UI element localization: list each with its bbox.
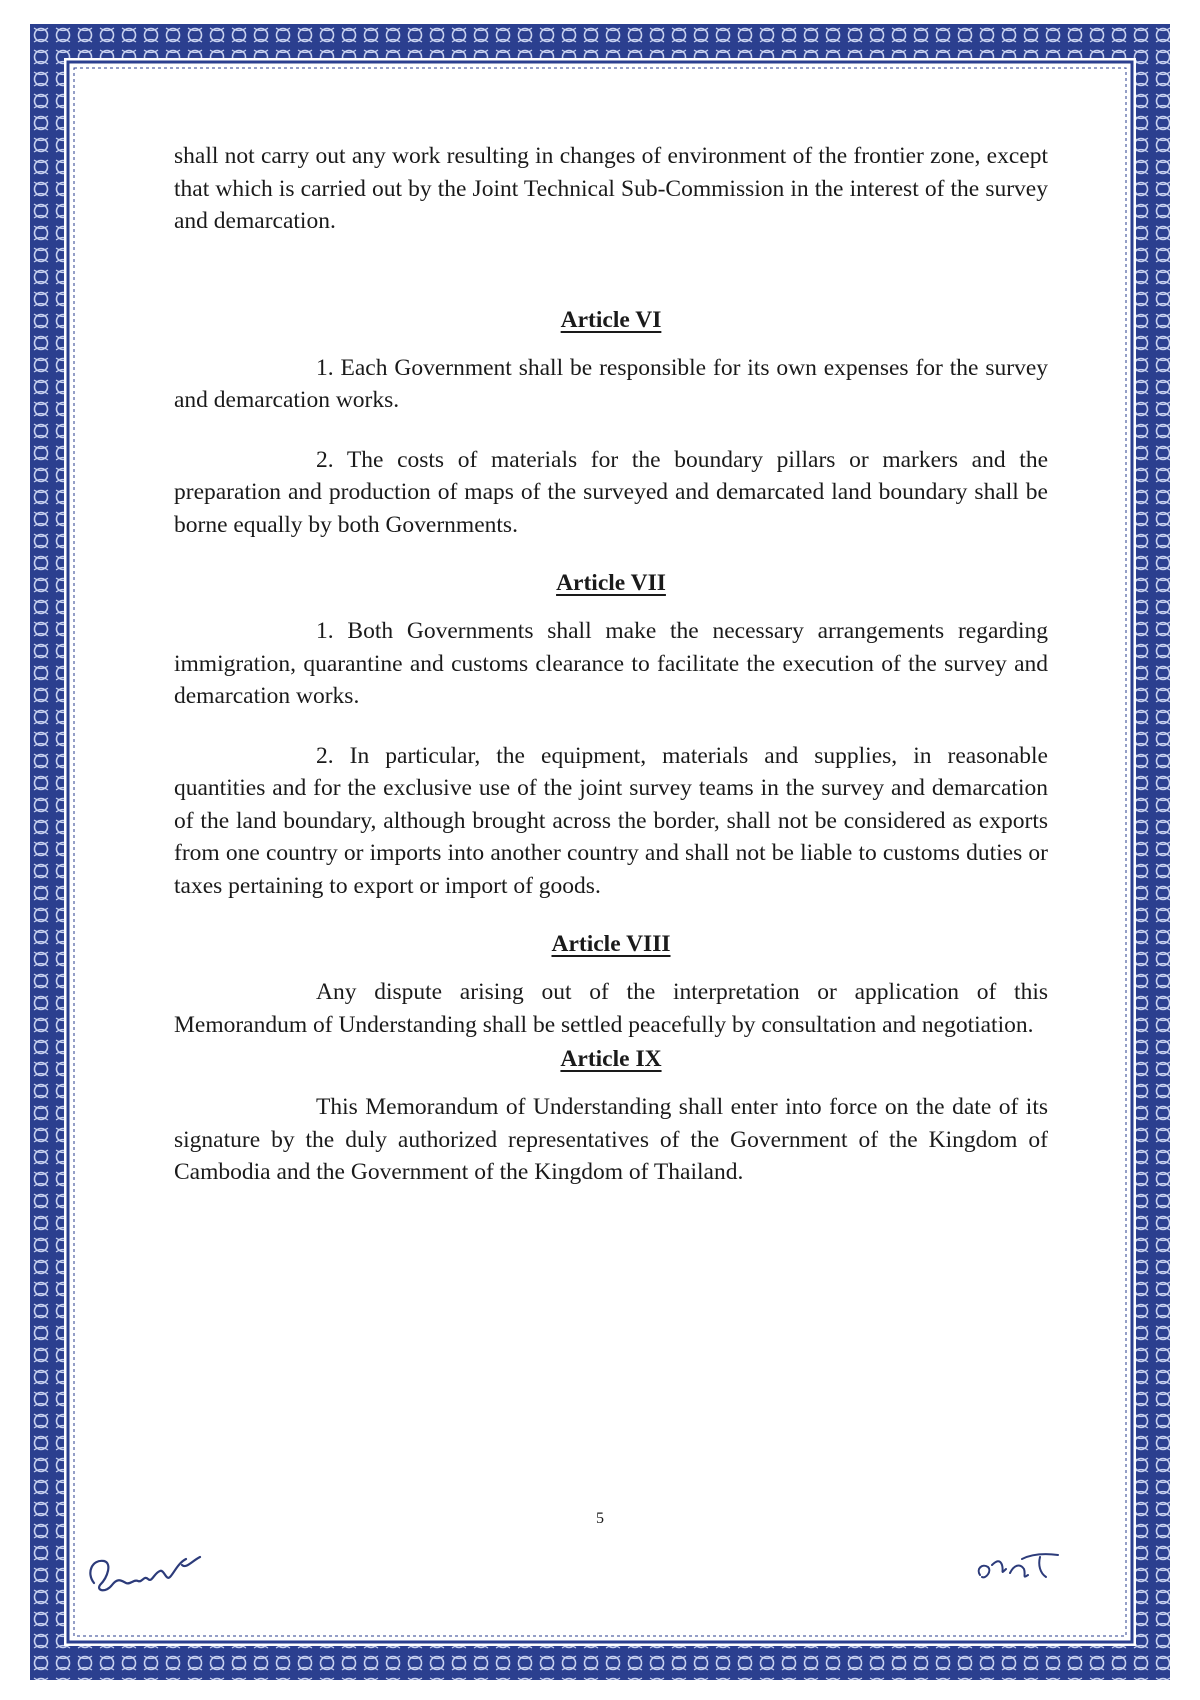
signature-right (970, 1535, 1070, 1595)
article-9-para-1: This Memorandum of Understanding shall enter into force on the date of its signature by the duly authorized representatives of the Government of the Kingdom of Cambodia and the Government of the Kingdom of Thailand. (174, 1094, 1048, 1185)
continuation-paragraph: shall not carry out any work resulting in changes of environment of the frontier zone, except that which is carried out by the Joint Technical Sub-Commission in the interest of the survey and demarcation. (174, 143, 1048, 234)
page-number: 5 (596, 1510, 604, 1527)
article-9-heading: Article IX (560, 1046, 662, 1072)
article-7-para-2: 2. In particular, the equipment, materials and supplies, in reasonable quantities and for the exclusive use of the joint survey teams in the survey and demarcation of the land boundary, although brought across the border, shall not be considered as exports from one country or imports into another country and shall not be liable to customs duties or taxes pertaining to export or import of goods. (174, 742, 1048, 899)
document-body (174, 140, 1048, 1189)
article-7-para-1: 1. Both Governments shall make the necessary arrangements regarding immigration, quarantine and customs clearance to facilitate the execution of the survey and demarcation works. (174, 618, 1048, 709)
article-7-heading: Article VII (556, 570, 666, 596)
article-8-heading: Article VIII (551, 931, 671, 957)
article-6-heading: Article VI (560, 306, 662, 333)
article-6-para-1: 1. Each Government shall be responsible for its own expenses for the survey and demarcation works. (174, 354, 1048, 413)
signature-left (82, 1545, 212, 1605)
article-6-para-2: 2. The costs of materials for the boundary pillars or markers and the preparation and production of maps of the surveyed and demarcated land boundary shall be borne equally by both Governments. (174, 446, 1048, 538)
article-8-para-1: Any dispute arising out of the interpretation or application of this Memorandum of Understanding shall be settled peacefully by consultation and negotiation. (174, 979, 1048, 1038)
